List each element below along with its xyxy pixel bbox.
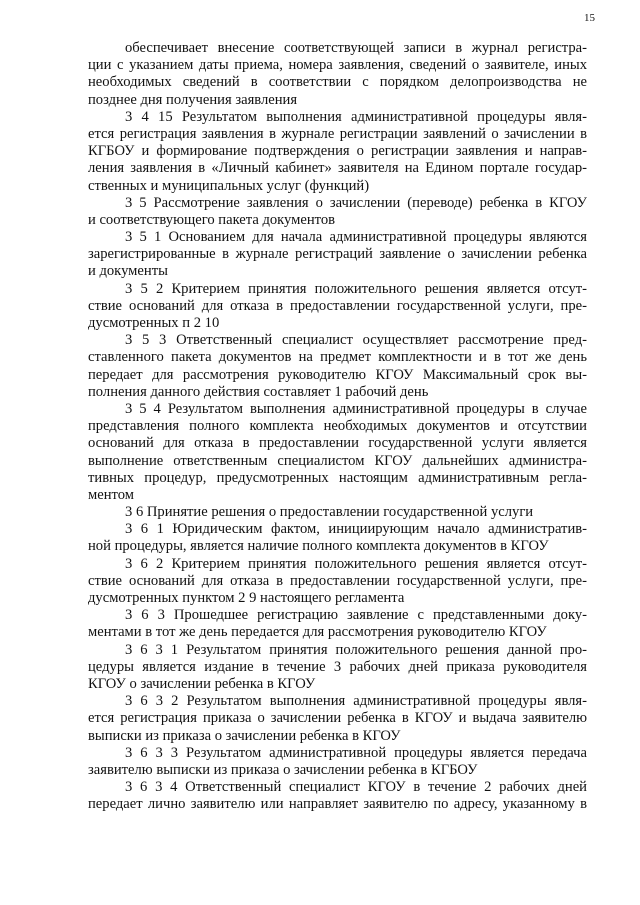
paragraph-p11: [88, 607, 587, 641]
paragraph-p10: [88, 556, 587, 608]
paragraph-p2: [88, 109, 587, 195]
text-line: тивных процедур, предусмотренных настоящим административным регла-: [88, 469, 587, 486]
text-line: ствие оснований для отказа в предоставлении государственной услуги, пре-: [88, 572, 587, 589]
text-line: ментами в тот же день передается для рассмотрения руководителю КГОУ: [88, 624, 547, 641]
text-line: 3 5 2 Критерием принятия положительного решения является отсут-: [125, 280, 587, 297]
text-line: 3 5 3 Ответственный специалист осуществляет рассмотрение пред-: [125, 332, 587, 349]
text-line: 3 5 1 Основанием для начала административной процедуры являются: [125, 229, 587, 246]
paragraph-p8: [88, 504, 587, 521]
text-line: 3 5 4 Результатом выполнения административной процедуры в случае: [125, 400, 587, 417]
text-line: ментом: [88, 486, 134, 503]
text-line: ления заявления в «Личный кабинет» заявителя на Едином портале государ-: [88, 160, 587, 177]
document-body: [88, 40, 587, 813]
paragraph-p3: [88, 195, 587, 229]
paragraph-p5: [88, 281, 587, 333]
text-line: передает для рассмотрения руководителю КГОУ Максимальный срок вы-: [88, 366, 587, 383]
text-line: выполнение ответственным специалистом КГОУ дальнейших администра-: [88, 452, 587, 469]
text-line: зарегистрированные в журнале регистраций заявление о зачислении ребенка: [88, 246, 587, 263]
text-line: 3 6 Принятие решения о предоставлении государственной услуги: [125, 504, 534, 521]
text-line: обеспечивает внесение соответствующей записи в журнал регистра-: [125, 40, 587, 56]
text-line: ется регистрация приказа о зачислении ребенка в КГОУ и выдача заявителю: [88, 710, 587, 727]
paragraph-p12: [88, 642, 587, 694]
paragraph-p14: [88, 745, 587, 779]
text-line: 3 6 3 Прошедшее регистрацию заявление с представленными доку-: [125, 607, 587, 624]
text-line: выписки из приказа о зачислении ребенка в КГОУ: [88, 727, 401, 744]
text-line: КГОУ о зачислении ребенка в КГОУ: [88, 675, 316, 692]
paragraph-p7: [88, 401, 587, 504]
text-line: представления полного комплекта необходимых документов и отсутствии: [88, 418, 587, 435]
text-line: КГБОУ и формирование подтверждения о регистрации заявления и направ-: [88, 143, 587, 160]
text-line: цедуры является издание в течение 3 рабочих дней приказа руководителя: [88, 658, 587, 675]
text-line: и соответствующего пакета документов: [88, 211, 336, 228]
text-line: 3 6 1 Юридическим фактом, инициирующим начало административ-: [125, 521, 587, 538]
text-line: дусмотренных пунктом 2 9 настоящего регламента: [88, 590, 405, 606]
text-line: ствие оснований для отказа в предоставлении государственной услуги, пре-: [88, 297, 587, 314]
paragraph-p15: [88, 779, 587, 813]
text-line: 3 6 2 Критерием принятия положительного решения является отсут-: [125, 555, 587, 572]
text-line: 3 4 15 Результатом выполнения административной процедуры явля-: [125, 108, 587, 125]
text-line: ставленного пакета документов на предмет комплектности и в тот же день: [88, 349, 587, 366]
text-line: необходимых сведений в соответствии с порядком делопроизводства не: [88, 74, 587, 91]
text-line: заявителю выписки из приказа о зачислении ребенка в КГБОУ: [88, 761, 478, 778]
text-line: 3 5 Рассмотрение заявления о зачислении (переводе) ребенка в КГОУ: [125, 194, 587, 211]
text-line: 3 6 3 4 Ответственный специалист КГОУ в течение 2 рабочих дней: [125, 779, 587, 796]
paragraph-p13: [88, 693, 587, 745]
text-line: и документы: [88, 263, 168, 280]
text-line: передает лично заявителю или направляет заявителю по адресу, указанному в: [88, 796, 587, 813]
text-line: ственных и муниципальных услуг (функций): [88, 177, 370, 194]
text-line: позднее дня получения заявления: [88, 91, 298, 108]
page-number: 15: [584, 12, 595, 24]
text-line: 3 6 3 1 Результатом принятия положительного решения данной про-: [125, 641, 587, 658]
text-line: 3 6 3 2 Результатом выполнения административной процедуры явля-: [125, 693, 587, 710]
paragraph-p1: [88, 40, 587, 109]
text-line: ции с указанием даты приема, номера заявления, сведений о заявителе, иных: [88, 57, 587, 74]
paragraph-p6: [88, 332, 587, 401]
text-line: 3 6 3 3 Результатом административной процедуры является передача: [125, 744, 587, 761]
text-line: ной процедуры, является наличие полного комплекта документов в КГОУ: [88, 538, 549, 555]
paragraph-p9: [88, 521, 587, 555]
paragraph-p4: [88, 229, 587, 281]
text-line: оснований для отказа в предоставлении государственной услуги является: [88, 435, 587, 452]
text-line: дусмотренных п 2 10: [88, 315, 220, 331]
text-line: ется регистрация заявления в журнале регистрации заявлений о зачислении в: [88, 125, 587, 142]
text-line: полнения данного действия составляет 1 рабочий день: [88, 383, 429, 400]
